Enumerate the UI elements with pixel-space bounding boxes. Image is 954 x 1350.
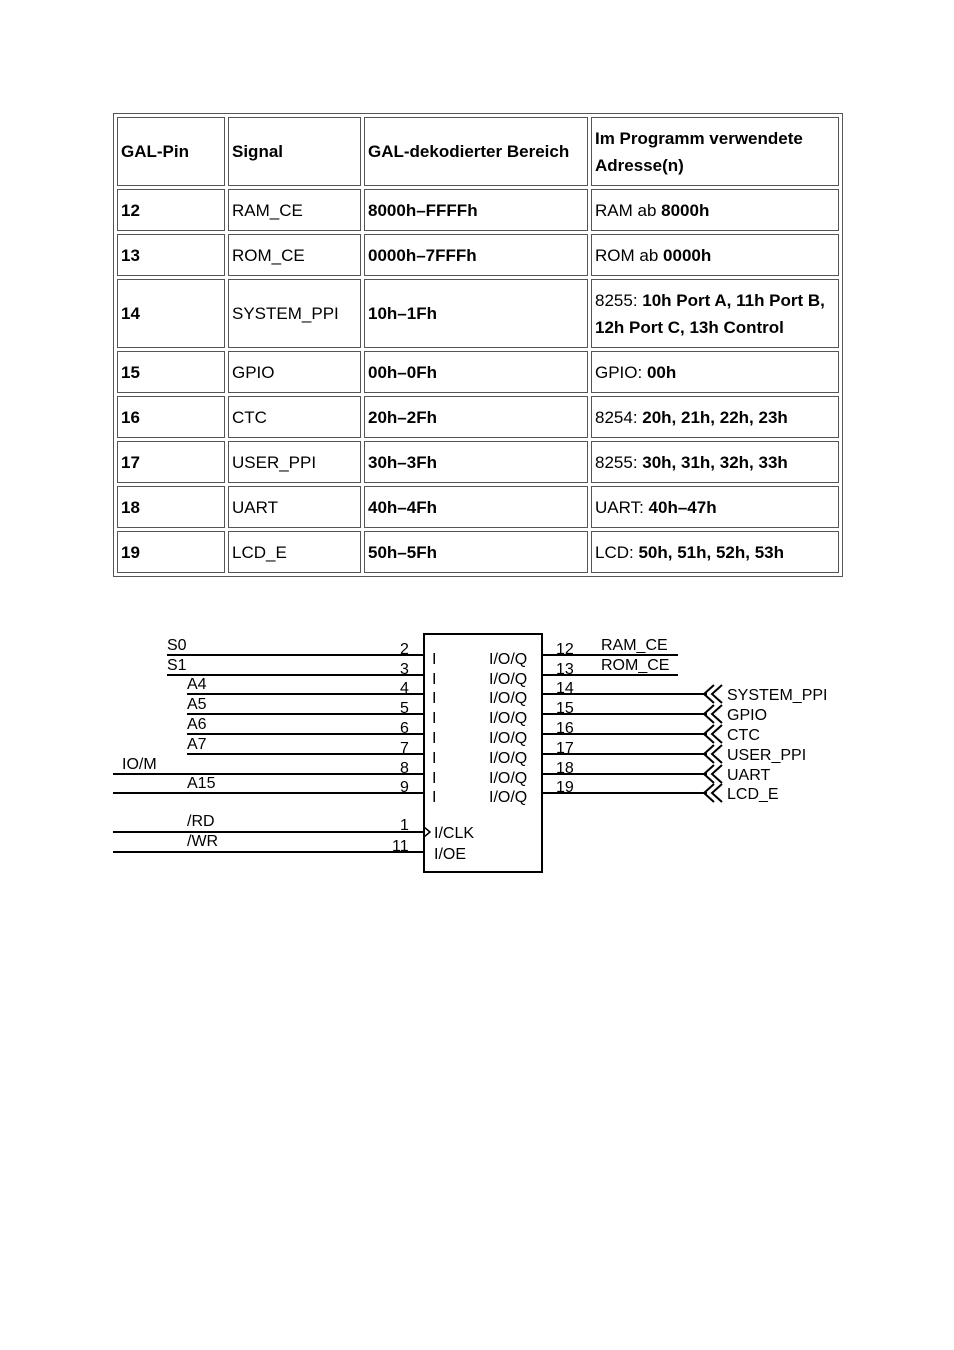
output-pin-type-label: I/O/Q xyxy=(489,750,528,767)
cell-range: 00h–0Fh xyxy=(364,351,588,393)
output-pin-type-label: I/O/Q xyxy=(489,651,528,668)
output-signal-label: GPIO xyxy=(727,707,768,724)
input-signal-label: S0 xyxy=(167,637,187,654)
address-prefix: 8255: xyxy=(595,452,643,472)
gal-schematic xyxy=(0,620,954,890)
table-row xyxy=(117,531,839,573)
output-pin-type-label: I/O/Q xyxy=(489,730,528,747)
cell-gal-pin: 13 xyxy=(117,234,225,276)
input-signal-label: A7 xyxy=(187,736,207,753)
cell-addresses xyxy=(591,351,839,393)
cell-signal: ROM_CE xyxy=(228,234,361,276)
address-values: 20h, 21h, 22h, 23h xyxy=(642,407,788,427)
oe-pin-number: 11 xyxy=(392,838,409,855)
input-signal-label: A5 xyxy=(187,696,207,713)
cell-signal: RAM_CE xyxy=(228,189,361,231)
output-pin-type-label: I/O/Q xyxy=(489,690,528,707)
offpage-connector-marker xyxy=(712,685,722,703)
output-signal-label: CTC xyxy=(727,727,760,744)
cell-range: 30h–3Fh xyxy=(364,441,588,483)
cell-signal: SYSTEM_PPI xyxy=(228,279,361,348)
header-signal: Signal xyxy=(228,117,361,186)
address-values: 50h, 51h, 52h, 53h xyxy=(638,542,784,562)
cell-addresses xyxy=(591,396,839,438)
output-pin-type-label: I/O/Q xyxy=(489,770,528,787)
output-pin-type-label: I/O/Q xyxy=(489,671,528,688)
offpage-connector-marker xyxy=(712,705,722,723)
offpage-connector-marker xyxy=(712,784,722,802)
input-pin-type-label: I xyxy=(432,789,437,806)
output-signal-label: RAM_CE xyxy=(601,637,668,654)
offpage-connector-marker xyxy=(712,745,722,763)
header-addresses: Im Programm verwendete Adresse(n) xyxy=(591,117,839,186)
output-pin-number: 15 xyxy=(556,700,574,717)
table-row xyxy=(117,279,839,348)
input-pin-number: 4 xyxy=(400,680,409,697)
cell-signal: GPIO xyxy=(228,351,361,393)
address-prefix: LCD: xyxy=(595,542,639,562)
clk-signal-label: /RD xyxy=(187,813,215,830)
input-pin-type-label: I xyxy=(432,770,437,787)
cell-signal: CTC xyxy=(228,396,361,438)
address-values: 00h xyxy=(646,362,677,382)
address-decoding-table xyxy=(113,113,843,577)
input-pin-type-label: I xyxy=(432,671,437,688)
input-pin-number: 3 xyxy=(400,661,409,678)
cell-gal-pin: 16 xyxy=(117,396,225,438)
address-prefix: ROM ab xyxy=(595,245,664,265)
cell-range: 10h–1Fh xyxy=(364,279,588,348)
output-pin-type-label: I/O/Q xyxy=(489,789,528,806)
input-signal-label: S1 xyxy=(167,657,187,674)
output-pin-number: 16 xyxy=(556,720,574,737)
cell-gal-pin: 19 xyxy=(117,531,225,573)
table-header-row xyxy=(117,117,839,186)
output-pin-number: 17 xyxy=(556,740,574,757)
cell-addresses xyxy=(591,189,839,231)
address-values: 30h, 31h, 32h, 33h xyxy=(642,452,788,472)
offpage-connector-marker xyxy=(712,725,722,743)
cell-signal: LCD_E xyxy=(228,531,361,573)
cell-gal-pin: 15 xyxy=(117,351,225,393)
table-row xyxy=(117,351,839,393)
table-row xyxy=(117,396,839,438)
header-range: GAL-dekodierter Bereich xyxy=(364,117,588,186)
input-pin-number: 8 xyxy=(400,760,409,777)
table-row xyxy=(117,189,839,231)
cell-addresses xyxy=(591,486,839,528)
cell-addresses xyxy=(591,234,839,276)
oe-signal-label: /WR xyxy=(187,833,219,850)
input-pin-type-label: I xyxy=(432,651,437,668)
cell-signal: UART xyxy=(228,486,361,528)
input-pin-number: 7 xyxy=(400,740,409,757)
cell-gal-pin: 12 xyxy=(117,189,225,231)
output-signal-label: USER_PPI xyxy=(727,747,807,764)
output-signal-label: SYSTEM_PPI xyxy=(727,687,828,704)
input-pin-number: 6 xyxy=(400,720,409,737)
address-prefix: 8255: xyxy=(595,290,643,310)
address-values: 40h–47h xyxy=(648,497,717,517)
output-pin-number: 13 xyxy=(556,661,574,678)
table-row xyxy=(117,486,839,528)
output-pin-number: 19 xyxy=(556,779,574,796)
input-pin-type-label: I xyxy=(432,710,437,727)
address-prefix: GPIO: xyxy=(595,362,647,382)
input-signal-label: A6 xyxy=(187,716,207,733)
address-prefix: 8254: xyxy=(595,407,643,427)
output-pin-number: 18 xyxy=(556,760,574,777)
input-pin-type-label: I xyxy=(432,730,437,747)
cell-range: 40h–4Fh xyxy=(364,486,588,528)
input-pin-number: 5 xyxy=(400,700,409,717)
clk-pin-number: 1 xyxy=(400,817,409,834)
cell-range: 8000h–FFFFh xyxy=(364,189,588,231)
cell-addresses xyxy=(591,279,839,348)
input-pin-type-label: I xyxy=(432,690,437,707)
oe-pin-type-label: I/OE xyxy=(434,846,467,863)
header-gal-pin: GAL-Pin xyxy=(117,117,225,186)
table-row xyxy=(117,234,839,276)
address-prefix: RAM ab xyxy=(595,200,662,220)
input-pin-type-label: I xyxy=(432,750,437,767)
output-pin-number: 12 xyxy=(556,641,574,658)
address-values: 0000h xyxy=(663,245,712,265)
input-signal-label: A4 xyxy=(187,676,207,693)
cell-gal-pin: 17 xyxy=(117,441,225,483)
cell-gal-pin: 18 xyxy=(117,486,225,528)
cell-signal: USER_PPI xyxy=(228,441,361,483)
cell-range: 20h–2Fh xyxy=(364,396,588,438)
output-signal-label: ROM_CE xyxy=(601,657,670,674)
cell-addresses xyxy=(591,441,839,483)
output-pin-number: 14 xyxy=(556,680,574,697)
offpage-connector-marker xyxy=(712,765,722,783)
input-pin-number: 2 xyxy=(400,641,409,658)
address-prefix: UART: xyxy=(595,497,649,517)
table-row xyxy=(117,441,839,483)
output-signal-label: LCD_E xyxy=(727,786,779,803)
output-pin-type-label: I/O/Q xyxy=(489,710,528,727)
address-table-container xyxy=(113,113,841,577)
output-signal-label: UART xyxy=(727,767,771,784)
input-pin-number: 9 xyxy=(400,779,409,796)
cell-gal-pin: 14 xyxy=(117,279,225,348)
address-values-line2: 12h Port C, 13h Control xyxy=(595,317,784,337)
cell-range: 0000h–7FFFh xyxy=(364,234,588,276)
cell-addresses xyxy=(591,531,839,573)
address-values: 10h Port A, 11h Port B, xyxy=(642,290,825,310)
address-values: 8000h xyxy=(661,200,710,220)
cell-range: 50h–5Fh xyxy=(364,531,588,573)
clk-pin-type-label: I/CLK xyxy=(434,825,475,842)
input-signal-label: IO/M xyxy=(122,756,157,773)
input-signal-label: A15 xyxy=(187,775,216,792)
